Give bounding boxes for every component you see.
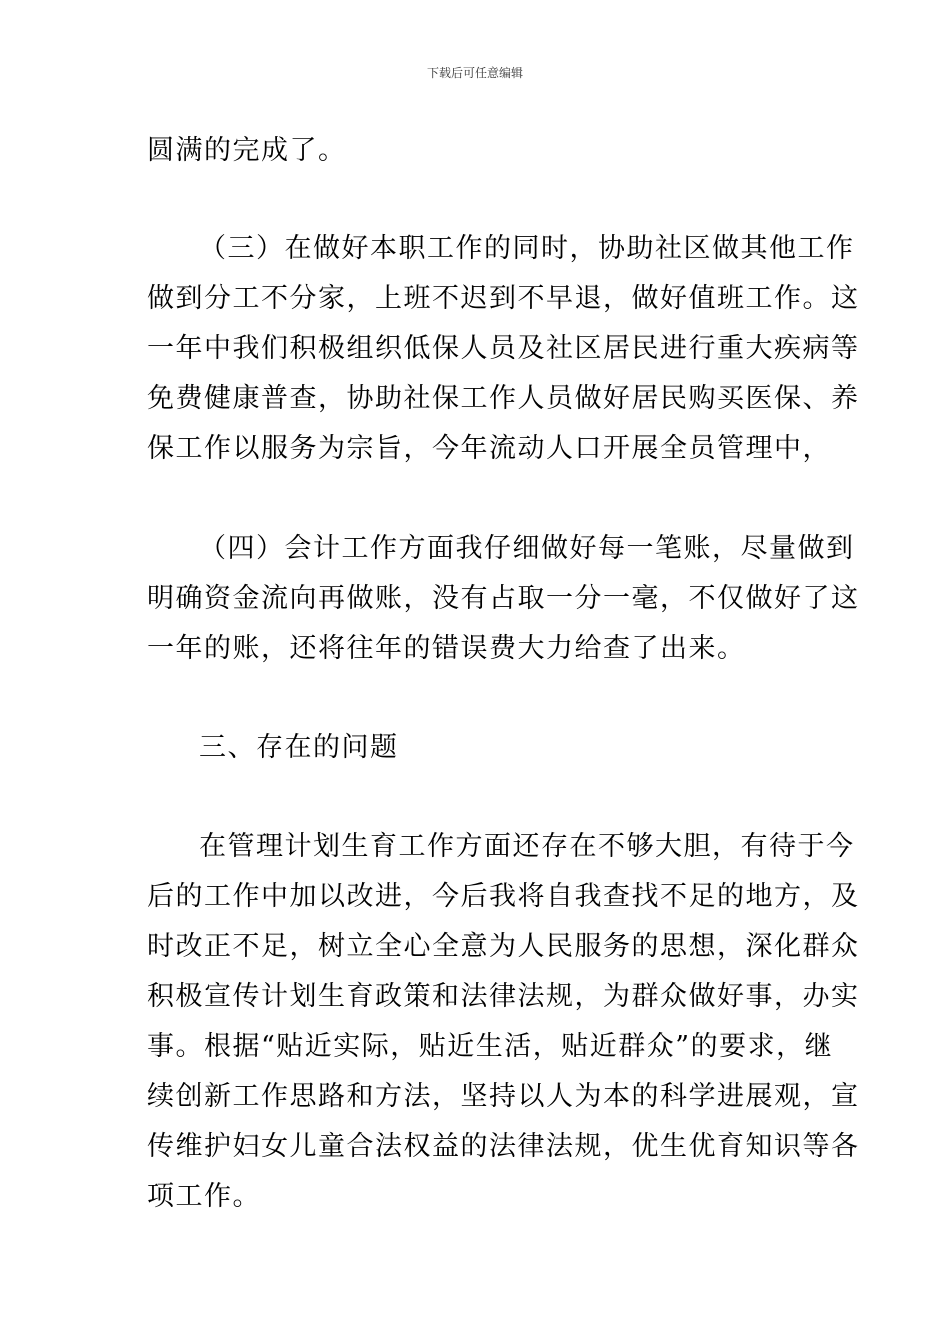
text-line: 积极宣传计划生育政策和法律法规，为群众做好事，办实: [147, 981, 860, 1012]
text-line: 一年中我们积极组织低保人员及社区居民进行重大疾病等: [147, 333, 860, 364]
text-line: 在管理计划生育工作方面还存在不够大胆，有待于今: [199, 831, 855, 862]
text-line: 事。根据“贴近实际，贴近生活，贴近群众”的要求，继: [147, 1031, 834, 1062]
text-line: 明确资金流向再做账，没有占取一分一毫，不仅做好了这: [147, 583, 860, 614]
text-line: （三）在做好本职工作的同时，协助社区做其他工作: [199, 233, 855, 264]
text-line: 项工作。: [147, 1181, 261, 1212]
text-line: 后的工作中加以改进，今后我将自我查找不足的地方，及: [147, 881, 860, 912]
text-line: 一年的账，还将往年的错误费大力给查了出来。: [147, 633, 746, 664]
text-line: 做到分工不分家，上班不迟到不早退，做好值班工作。这: [147, 283, 860, 314]
text-line: 圆满的完成了。: [147, 135, 347, 166]
page-header: 下载后可任意编辑: [426, 66, 523, 80]
text-line: 免费健康普查，协助社保工作人员做好居民购买医保、养: [147, 383, 860, 414]
section-heading: 三、存在的问题: [199, 732, 399, 763]
text-line: 传维护妇女儿童合法权益的法律法规，优生优育知识等各: [147, 1131, 860, 1162]
text-line: 续创新工作思路和方法，坚持以人为本的科学进展观，宣: [147, 1081, 860, 1112]
text-line: 时改正不足，树立全心全意为人民服务的思想，深化群众: [147, 931, 860, 962]
text-line: （四）会计工作方面我仔细做好每一笔账，尽量做到: [199, 533, 855, 564]
text-line: 保工作以服务为宗旨，今年流动人口开展全员管理中，: [147, 433, 831, 464]
